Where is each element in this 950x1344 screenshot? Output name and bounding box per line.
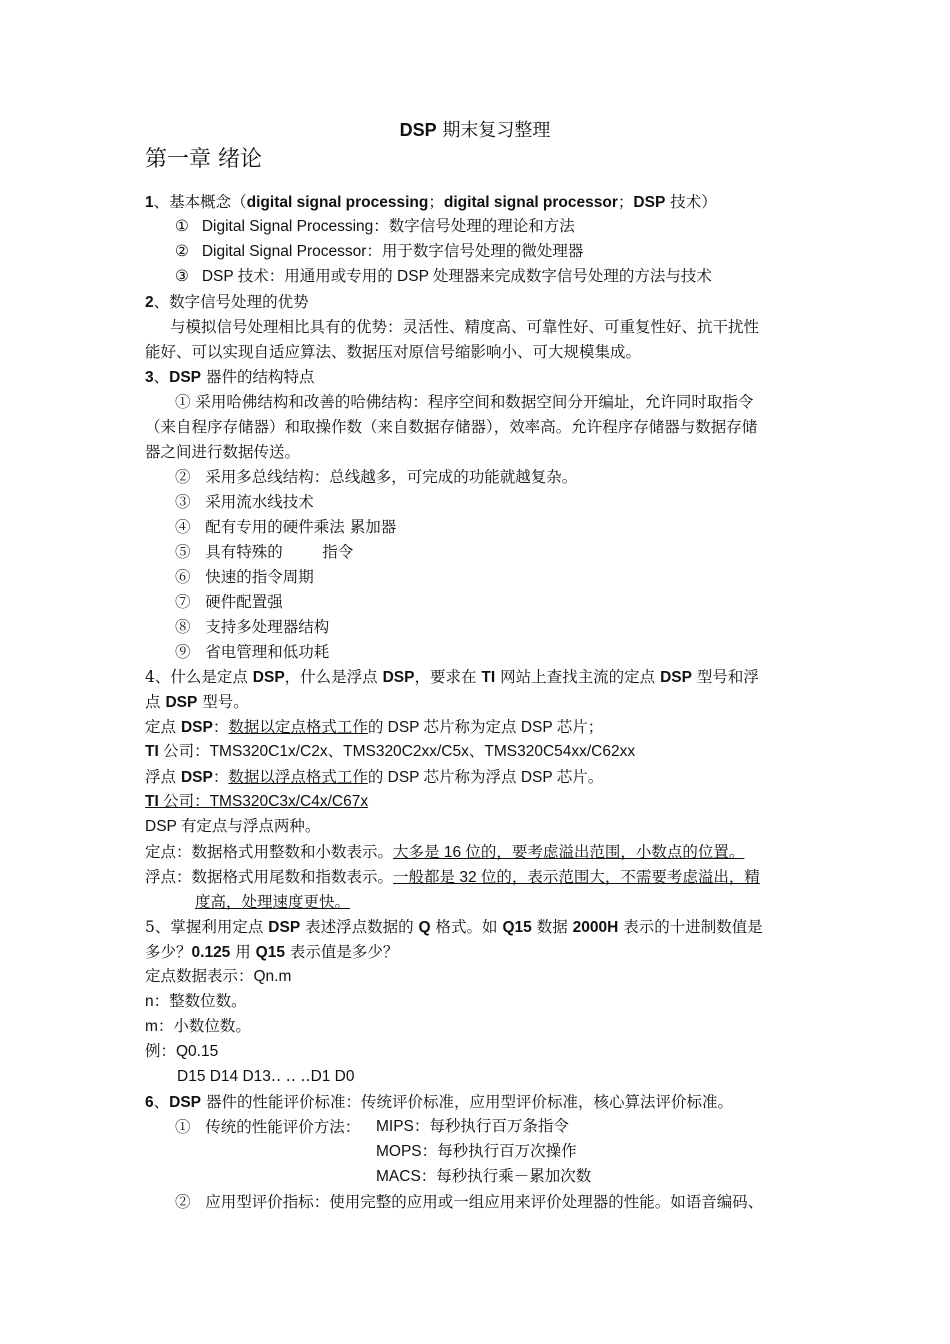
chapter-heading: 第一章 绪论 xyxy=(145,147,262,172)
section-3-heading xyxy=(145,367,314,388)
circled-number: ③ xyxy=(175,493,191,511)
list-item-text: Digital Signal Processor：用于数字信号处理的微处理器 xyxy=(201,243,584,260)
list-item-text: 采用流水线技术 xyxy=(205,493,314,511)
definition-text: 的 DSP 芯片称为定点 DSP 芯片； xyxy=(367,719,604,736)
list-item xyxy=(175,217,575,237)
fixed-point-definition xyxy=(145,717,603,738)
section-6-number: 6 xyxy=(145,1094,154,1111)
definition-colon: ： xyxy=(212,718,229,736)
section-6-bold: DSP xyxy=(169,1094,202,1111)
title-rest: 期末复习整理 xyxy=(442,120,551,141)
question-text: 表示的十进制数值是 xyxy=(618,918,763,936)
paragraph-line: n：整数位数。 xyxy=(145,993,247,1010)
question-bold: DSP xyxy=(268,919,301,936)
list-item xyxy=(175,492,314,512)
list-item-text: 硬件配置强 xyxy=(205,593,283,611)
paragraph-line: m：小数位数。 xyxy=(145,1018,251,1035)
definition-underlined: 数据以浮点格式工作 xyxy=(228,768,368,786)
question-bold: TI xyxy=(481,669,496,686)
separator: ； xyxy=(428,193,444,211)
list-item xyxy=(175,517,396,537)
metric-line: MOPS：每秒执行百万次操作 xyxy=(376,1143,577,1160)
list-item xyxy=(175,617,329,637)
question-text: 点 xyxy=(145,693,166,711)
circled-number: ① xyxy=(175,1118,191,1136)
list-item xyxy=(175,642,329,662)
question-text: 表示值是多少？ xyxy=(284,943,399,961)
section-2-number: 2 xyxy=(145,294,154,311)
circled-number: ⑤ xyxy=(175,543,191,561)
circled-number: ② xyxy=(175,1193,191,1211)
circled-number: ⑧ xyxy=(175,618,191,636)
question-bold: DSP xyxy=(252,669,285,686)
ti-fixed-models xyxy=(145,742,635,762)
question-text: 表述浮点数据的 xyxy=(300,918,419,936)
section-4-question-line-2 xyxy=(145,692,249,713)
question-text: 网站上查找主流的定点 xyxy=(495,668,661,686)
list-item-text: DSP 技术：用通用或专用的 DSP 处理器来完成数字信号处理的方法与技术 xyxy=(201,268,712,285)
list-item xyxy=(175,242,583,262)
section-3-number: 3 xyxy=(145,369,154,386)
ti-models-text: 公司：TMS320C1x/C2x、TMS320C2xx/C5x、TMS320C54xx/C62xx xyxy=(158,743,636,760)
circled-number: ⑨ xyxy=(175,643,191,661)
paragraph-line: （来自程序存储器）和取操作数（来自数据存储器），效率高。允许程序存储器与数据存储 xyxy=(145,418,758,436)
question-text: 4、什么是定点 xyxy=(145,668,253,686)
paragraph-line: 能好、可以实现自适应算法、数据压对原信号缩影响小、可大规模集成。 xyxy=(145,343,642,361)
definition-label: 浮点 xyxy=(145,768,181,786)
metric-line: MIPS：每秒执行百万条指令 xyxy=(376,1118,569,1135)
question-text: 型号。 xyxy=(197,693,249,711)
circled-number: ③ xyxy=(175,268,189,285)
title-bold: DSP xyxy=(399,120,437,140)
section-1-term-2: digital signal processor xyxy=(443,194,618,211)
question-bold: Q15 xyxy=(255,944,285,961)
list-item xyxy=(175,467,577,487)
circled-number: ④ xyxy=(175,518,191,536)
section-3-text: 、 xyxy=(153,368,170,386)
list-item-text: 具有特殊的 指令 xyxy=(205,543,354,561)
section-1-term-1: digital signal processing xyxy=(246,194,429,211)
section-1-heading xyxy=(145,192,717,213)
format-text: 浮点：数据格式用尾数和指数表示。 xyxy=(145,868,394,886)
definition-bold: DSP xyxy=(180,719,213,736)
section-5-question-line-2 xyxy=(145,942,398,963)
section-4-question-line-1 xyxy=(145,667,759,688)
question-text: 用 xyxy=(230,943,256,961)
floating-point-definition xyxy=(145,767,603,788)
section-6-text-end: 器件的性能评价标准：传统评价标准，应用型评价标准，核心算法评价标准。 xyxy=(205,1093,733,1111)
question-bold: 2000H xyxy=(572,919,619,936)
list-item xyxy=(175,1117,360,1137)
section-2-heading xyxy=(145,292,309,313)
list-item xyxy=(175,567,314,587)
ti-models-text: 公司：TMS320C3x/C4x/C67x xyxy=(158,793,369,810)
paragraph-line: 例：Q0.15 xyxy=(145,1043,219,1060)
format-text: 定点：数据格式用整数和小数表示。 xyxy=(145,843,394,861)
list-item-text: 支持多处理器结构 xyxy=(205,618,330,636)
question-text: 5、掌握利用定点 xyxy=(145,918,269,936)
circled-number: ⑥ xyxy=(175,568,191,586)
bit-layout: D15 D14 D13‥ ‥ ‥D1 D0 xyxy=(177,1068,355,1085)
list-item xyxy=(175,542,353,562)
question-bold: DSP xyxy=(165,694,198,711)
question-bold: Q xyxy=(418,919,431,936)
section-3-bold: DSP xyxy=(169,369,202,386)
paragraph-line: ① 采用哈佛结构和改善的哈佛结构：程序空间和数据空间分开编址，允许同时取指令 xyxy=(175,393,754,411)
question-bold: DSP xyxy=(660,669,692,686)
definition-underlined: 数据以定点格式工作 xyxy=(228,718,368,736)
format-underlined: 大多是 16 位的，要考虑溢出范围，小数点的位置。 xyxy=(393,844,745,861)
list-item-text: 省电管理和低功耗 xyxy=(205,643,330,661)
question-bold: DSP xyxy=(382,669,415,686)
circled-number: ② xyxy=(175,468,191,486)
paragraph-line: 器之间进行数据传送。 xyxy=(145,443,301,461)
section-3-text-end: 器件的结构特点 xyxy=(205,368,315,386)
list-item-text: 应用型评价指标：使用完整的应用或一组应用来评价处理器的性能。如语音编码、 xyxy=(205,1193,764,1211)
format-underlined: 一般都是 32 位的，表示范围大，不需要考虑溢出，精 xyxy=(393,869,760,886)
floating-point-format-cont: 度高，处理速度更快。 xyxy=(195,893,351,911)
circled-number: ② xyxy=(175,243,189,260)
question-text: 型号和浮 xyxy=(691,668,759,686)
list-item-text: 采用多总线结构：总线越多，可完成的功能就越复杂。 xyxy=(205,468,578,486)
circled-number: ① xyxy=(175,218,189,235)
paragraph-line: 与模拟信号处理相比具有的优势：灵活性、精度高、可靠性好、可重复性好、抗干扰性 xyxy=(170,318,760,336)
definition-colon: ： xyxy=(212,768,229,786)
section-1-term-3: DSP xyxy=(633,194,666,211)
question-bold: Q15 xyxy=(502,919,532,936)
list-item-text: 配有专用的硬件乘法 累加器 xyxy=(205,518,397,536)
ti-label: TI xyxy=(145,793,159,810)
section-2-text: 、数字信号处理的优势 xyxy=(153,293,309,311)
list-item-text: 快速的指令周期 xyxy=(205,568,314,586)
circled-number: ⑦ xyxy=(175,593,191,611)
question-text: 格式。如 xyxy=(430,918,503,936)
ti-label: TI xyxy=(145,743,159,760)
question-text: ，什么是浮点 xyxy=(284,668,383,686)
question-bold: 0.125 xyxy=(191,944,231,961)
list-item xyxy=(175,1192,763,1212)
question-text: 数据 xyxy=(531,918,573,936)
question-text: ，要求在 xyxy=(414,668,482,686)
separator: ； xyxy=(617,193,634,211)
list-item xyxy=(175,267,712,287)
section-1-number: 1 xyxy=(145,194,154,211)
list-item xyxy=(175,592,283,612)
list-item-text: Digital Signal Processing：数字信号处理的理论和方法 xyxy=(201,218,575,235)
section-1-text-end: 技术） xyxy=(670,193,717,211)
paragraph-line: DSP 有定点与浮点两种。 xyxy=(145,818,321,835)
floating-point-format xyxy=(145,867,760,888)
document-title xyxy=(0,116,950,142)
section-1-text: 、基本概念（ xyxy=(153,193,247,211)
section-6-text: 、 xyxy=(153,1093,170,1111)
metric-line: MACS：每秒执行乘－累加次数 xyxy=(376,1168,592,1185)
definition-label: 定点 xyxy=(145,718,181,736)
paragraph-line: 定点数据表示：Qn.m xyxy=(145,968,292,985)
list-item-text: 传统的性能评价方法： xyxy=(205,1118,361,1136)
question-text: 多少？ xyxy=(145,943,192,961)
definition-bold: DSP xyxy=(180,769,213,786)
fixed-point-format xyxy=(145,842,744,863)
ti-float-models xyxy=(145,792,368,812)
definition-text: 的 DSP 芯片称为浮点 DSP 芯片。 xyxy=(367,769,604,786)
section-6-heading xyxy=(145,1092,733,1113)
section-5-question-line-1 xyxy=(145,917,763,938)
